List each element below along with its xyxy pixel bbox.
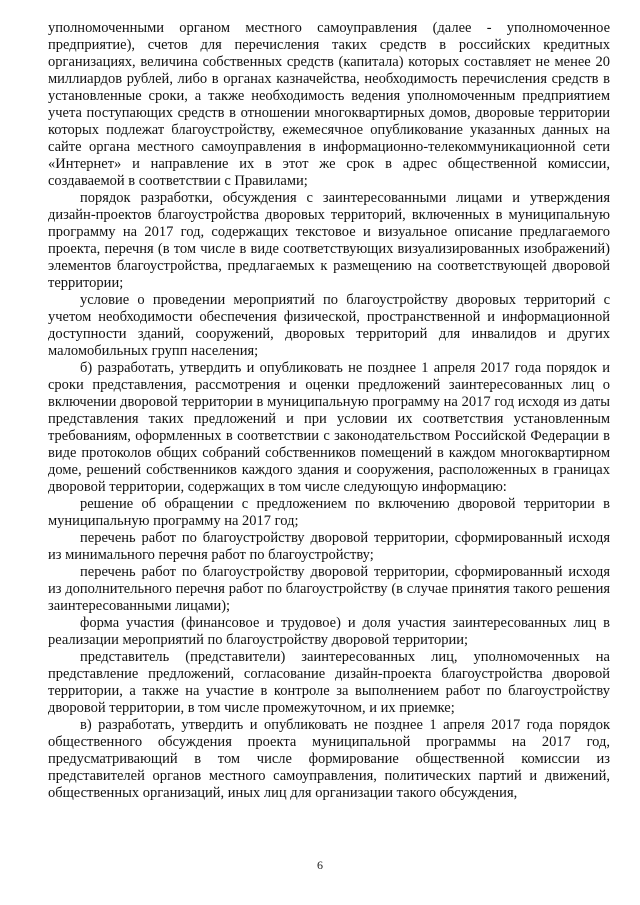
paragraph-3: условие о проведении мероприятий по благоустройству дворовых территорий с учетом необходимости обеспечения физической, пространственной и информационной доступности зданий, сооружений, дворовых территорий для инвалидов и других маломобильных групп населения;	[48, 292, 610, 359]
paragraph-10: в) разработать, утвердить и опубликовать не позднее 1 апреля 2017 года порядок общественного обсуждения проекта муниципальной программы на 2017 год, предусматривающий в том числе формирование общественной комиссии из представителей органов местного самоуправления, политических партий и движений, общественных организаций, иных лиц для организации такого обсуждения,	[48, 717, 610, 801]
paragraph-9: представитель (представители) заинтересованных лиц, уполномоченных на представление предложений, согласование дизайн-проекта благоустройства дворовой территории, а также на участие в контроле за выполнением работ по благоустройству дворовой территории, в том числе промежуточном, и их приемке;	[48, 649, 610, 716]
paragraph-8: форма участия (финансовое и трудовое) и доля участия заинтересованных лиц в реализации мероприятий по благоустройству дворовой территории;	[48, 615, 610, 648]
paragraph-6: перечень работ по благоустройству дворовой территории, сформированный исходя из минимального перечня работ по благоустройству;	[48, 530, 610, 563]
document-page	[48, 20, 610, 802]
paragraph-5: решение об обращении с предложением по включению дворовой территории в муниципальную программу на 2017 год;	[48, 496, 610, 529]
paragraph-1: уполномоченными органом местного самоуправления (далее - уполномоченное предприятие), счетов для перечисления таких средств в российских кредитных организациях, величина собственных средств (капитала) которых составляет не менее 20 миллиардов рублей, либо в органах казначейства, необходимость перечисления средств в установленные сроки, а также необходимость ведения уполномоченным предприятием учета поступающих средств в отношении многоквартирных домов, дворовые территории которых подлежат благоустройству, ежемесячное опубликование указанных данных на сайте органа местного самоуправления в информационно-телекоммуникационной сети «Интернет» и направление их в этот же срок в адрес общественной комиссии, создаваемой в соответствии с Правилами;	[48, 20, 610, 189]
paragraph-4: б) разработать, утвердить и опубликовать не позднее 1 апреля 2017 года порядок и сроки представления, рассмотрения и оценки предложений заинтересованных лиц о включении дворовой территории в муниципальную программу на 2017 год исходя из даты представления таких предложений и при условии их соответствия установленным требованиям, оформленных в соответствии с законодательством Российской Федерации в виде протоколов общих собраний собственников помещений в каждом многоквартирном доме, решений собственников каждого здания и сооружения, расположенных в границах дворовой территории, содержащих в том числе следующую информацию:	[48, 360, 610, 495]
paragraph-2: порядок разработки, обсуждения с заинтересованными лицами и утверждения дизайн-проектов благоустройства дворовых территорий, включенных в муниципальную программу на 2017 год, содержащих текстовое и визуальное описание предлагаемого проекта, перечня (в том числе в виде соответствующих визуализированных изображений) элементов благоустройства, предлагаемых к размещению на соответствующей дворовой территории;	[48, 190, 610, 291]
paragraph-7: перечень работ по благоустройству дворовой территории, сформированный исходя из дополнительного перечня работ по благоустройству (в случае принятия такого решения заинтересованными лицами);	[48, 564, 610, 614]
page-number: 6	[317, 858, 323, 872]
